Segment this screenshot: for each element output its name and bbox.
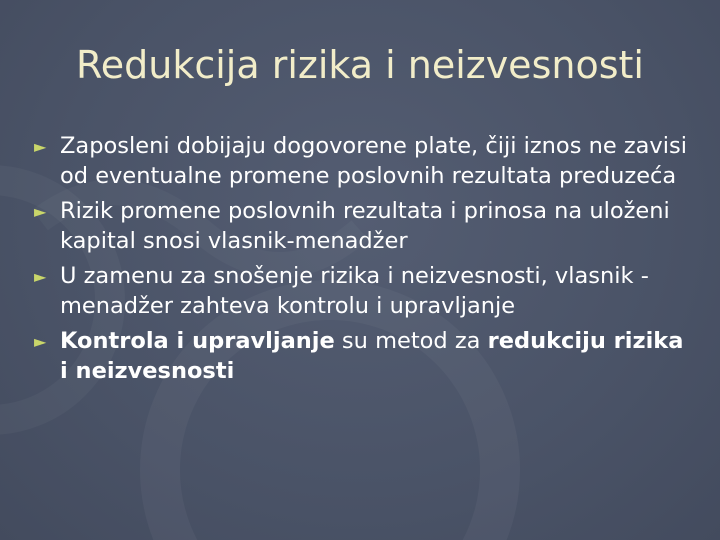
bullet-list — [34, 131, 694, 391]
bullet-bold-text: Kontrola i upravljanje — [60, 328, 335, 354]
bullet-text: Rizik promene poslovnih rezultata i prinosa na uloženi kapital snosi vlasnik-menadžer — [60, 198, 670, 254]
bullet-item — [34, 131, 694, 191]
bullet-item — [34, 196, 694, 256]
slide-title: Redukcija rizika i neizvesnosti — [76, 43, 644, 87]
bullet-arrow-icon: ► — [34, 202, 47, 221]
bullet-arrow-icon: ► — [34, 267, 47, 286]
bullet-item — [34, 326, 694, 386]
bullet-arrow-icon: ► — [34, 332, 47, 351]
bullet-text: su metod za — [334, 328, 488, 354]
bullet-bold-text: redukciju rizika i neizvesnosti — [60, 328, 684, 384]
bullet-text: U zamenu za snošenje rizika i neizvesnosti, vlasnik -menadžer zahteva kontrolu i upravljanje — [60, 263, 649, 319]
bullet-text: Zaposleni dobijaju dogovorene plate, čiji iznos ne zavisi od eventualne promene poslovnih rezultata preduzeća — [60, 133, 687, 189]
bullet-item — [34, 261, 694, 321]
bullet-arrow-icon: ► — [34, 137, 47, 156]
